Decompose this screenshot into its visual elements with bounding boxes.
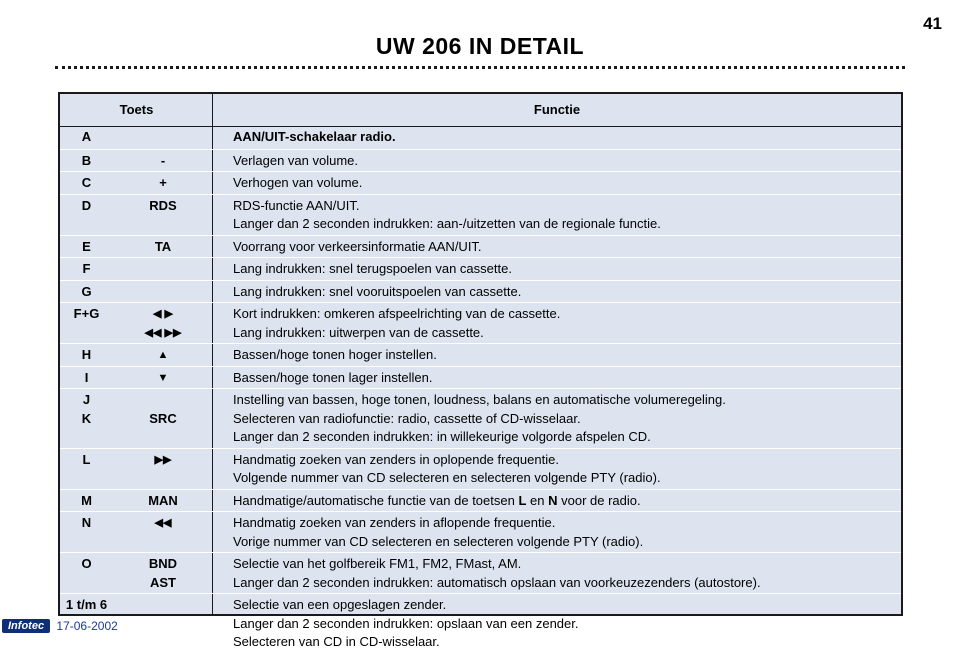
function-text: [233, 197, 895, 234]
key-label-line: ▼: [157, 371, 169, 384]
key-label-line: [113, 391, 213, 410]
key-label: [113, 152, 213, 171]
table-row: [60, 257, 901, 279]
function-text-line: Bassen/hoge tonen hoger instellen.: [233, 347, 437, 362]
function-text-line: Handmatig zoeken van zenders in aflopende frequentie.: [233, 515, 556, 530]
dotted-divider: [55, 66, 905, 69]
function-text-line: RDS-functie AAN/UIT.: [233, 197, 360, 213]
table-row: [60, 149, 901, 171]
key-letter: [60, 197, 113, 216]
function-text-line: Lang indrukken: snel terugspoelen van cassette.: [233, 261, 512, 276]
key-letter: [60, 596, 113, 615]
key-letter-line: O: [81, 556, 92, 571]
key-letter: [60, 346, 113, 365]
function-text: [233, 128, 895, 147]
key-label-line: AST: [150, 574, 176, 590]
function-text-line: Lang indrukken: snel vooruitspoelen van cassette.: [233, 283, 522, 299]
infotec-logo: Infotec: [2, 619, 50, 633]
key-label-line: -: [160, 152, 166, 168]
key-label-line: ▶▶: [154, 453, 172, 466]
key-letter-line: E: [82, 238, 91, 254]
function-text: [233, 514, 895, 551]
key-label-line: TA: [154, 238, 172, 254]
function-text-line: [233, 492, 895, 511]
table-row: [60, 280, 901, 302]
key-label: [113, 346, 213, 365]
function-text-line: Verlagen van volume.: [233, 152, 359, 168]
function-text-line: Selecteren van radiofunctie: radio, cassette of CD-wisselaar.: [233, 410, 581, 426]
table-row: [60, 235, 901, 257]
key-label: [113, 197, 213, 216]
function-text-line: Langer dan 2 seconden indrukken: automatisch opslaan van voorkeuzezenders (autostore).: [233, 574, 761, 590]
table-row: [60, 171, 901, 193]
key-label-line: RDS: [149, 197, 177, 213]
inline-key-label: L: [518, 492, 527, 508]
table-row: [60, 511, 901, 551]
function-text: [233, 305, 895, 342]
table-row: [60, 489, 901, 511]
function-text-line: Kort indrukken: omkeren afspeelrichting van de cassette.: [233, 306, 561, 321]
table-row: [60, 552, 901, 592]
page-title: UW 206 IN DETAIL: [375, 33, 585, 59]
function-text-line: Selecteren van CD in CD-wisselaar.: [233, 634, 440, 649]
function-text-line: Instelling van bassen, hoge tonen, loudness, balans en automatische volumeregeling.: [233, 392, 726, 407]
table-header: [60, 94, 901, 127]
function-text: [233, 555, 895, 592]
table-row: [60, 593, 901, 652]
function-text-line: Verhogen van volume.: [233, 175, 363, 190]
function-text-line: Lang indrukken: uitwerpen van de cassette.: [233, 324, 484, 340]
column-header-functie: Functie: [533, 102, 581, 117]
inline-text: Handmatige/automatische functie van de toetsen: [233, 492, 519, 508]
key-label: [113, 369, 213, 388]
table-row: [60, 366, 901, 388]
footer: [2, 618, 118, 634]
key-letter-line: I: [84, 369, 89, 385]
function-text-line: Handmatig zoeken van zenders in oplopende frequentie.: [233, 451, 559, 467]
function-text-line: Bassen/hoge tonen lager instellen.: [233, 369, 433, 385]
key-label-line: ▲: [157, 349, 169, 361]
key-label-line: MAN: [148, 492, 178, 508]
function-text: [233, 391, 895, 447]
key-letter: [60, 305, 113, 324]
column-header-toets: Toets: [119, 102, 154, 117]
key-letter: [60, 514, 113, 533]
function-text-line: Selectie van het golfbereik FM1, FM2, FMast, AM.: [233, 556, 522, 571]
function-text-line: Langer dan 2 seconden indrukken: opslaan van een zender.: [233, 615, 579, 631]
key-letter: [60, 369, 113, 388]
key-letter: [60, 555, 113, 574]
function-text-line: Langer dan 2 seconden indrukken: aan-/uitzetten van de regionale functie.: [233, 216, 661, 231]
key-letter: [60, 283, 113, 302]
key-label-line: BND: [148, 556, 178, 571]
key-letter: [60, 238, 113, 257]
table-row: [60, 448, 901, 488]
table-row: [60, 302, 901, 342]
function-text: [233, 238, 895, 257]
key-letter-line: L: [82, 451, 91, 467]
function-text: [233, 346, 895, 365]
key-letter-line: B: [81, 152, 92, 168]
key-letter-line: 1 t/m 6: [65, 597, 108, 612]
key-letter: [60, 260, 113, 279]
key-label-line: SRC: [149, 410, 177, 426]
function-text: [233, 283, 895, 302]
key-label-line: ◀◀: [154, 517, 172, 529]
key-letter-line: C: [81, 175, 92, 190]
key-label: [113, 238, 213, 257]
key-letter-line: F+G: [73, 306, 100, 321]
function-text: [233, 152, 895, 171]
key-letter-line: G: [81, 283, 92, 299]
key-letter-line: H: [81, 347, 92, 362]
function-text: [233, 492, 895, 511]
inline-text: en: [526, 492, 549, 508]
key-letter: [60, 391, 113, 428]
key-label: [113, 555, 213, 592]
key-label: [113, 451, 213, 470]
function-text-line: Langer dan 2 seconden indrukken: in willekeurige volgorde afspelen CD.: [233, 429, 651, 444]
footer-date: 17-06-2002: [56, 618, 118, 633]
function-text-line: Voorrang voor verkeersinformatie AAN/UIT.: [233, 238, 482, 254]
key-letter-line: F: [82, 261, 91, 276]
function-text: [233, 369, 895, 388]
key-letter-line: A: [81, 129, 92, 144]
key-label-line: ◀ ▶: [153, 308, 173, 320]
key-letter-line: J: [82, 392, 91, 407]
function-text-line: Vorige nummer van CD selecteren en selecteren volgende PTY (radio).: [233, 533, 644, 549]
key-letter-line: M: [81, 492, 92, 508]
key-label: [113, 174, 213, 193]
key-letter: [60, 128, 113, 147]
key-letter: [60, 174, 113, 193]
key-label: [113, 305, 213, 342]
key-letter: [60, 492, 113, 511]
table-row: [60, 126, 901, 148]
function-text: [233, 260, 895, 279]
key-letter: [60, 451, 113, 470]
key-label-line: +: [159, 175, 167, 190]
key-label: [113, 492, 213, 511]
table-row: [60, 388, 901, 447]
key-letter-line: D: [81, 197, 92, 213]
function-text: [233, 451, 895, 488]
function-text-line: Selectie van een opgeslagen zender.: [233, 597, 447, 612]
page-number: 41: [923, 14, 942, 33]
function-text-line: AAN/UIT-schakelaar radio.: [233, 129, 396, 144]
table-row: [60, 343, 901, 365]
key-letter-line: N: [81, 515, 92, 530]
function-text-line: Volgende nummer van CD selecteren en selecteren volgende PTY (radio).: [233, 470, 661, 485]
key-label: [113, 514, 213, 533]
table-row: [60, 194, 901, 234]
inline-key-label: N: [548, 492, 558, 508]
inline-text: voor de radio.: [557, 492, 641, 508]
key-letter: [60, 152, 113, 171]
function-text: [233, 596, 895, 652]
key-label: [113, 391, 213, 428]
function-text: [233, 174, 895, 193]
key-label-line: ◀◀ ▶▶: [144, 326, 182, 339]
key-letter-line: K: [81, 410, 92, 426]
